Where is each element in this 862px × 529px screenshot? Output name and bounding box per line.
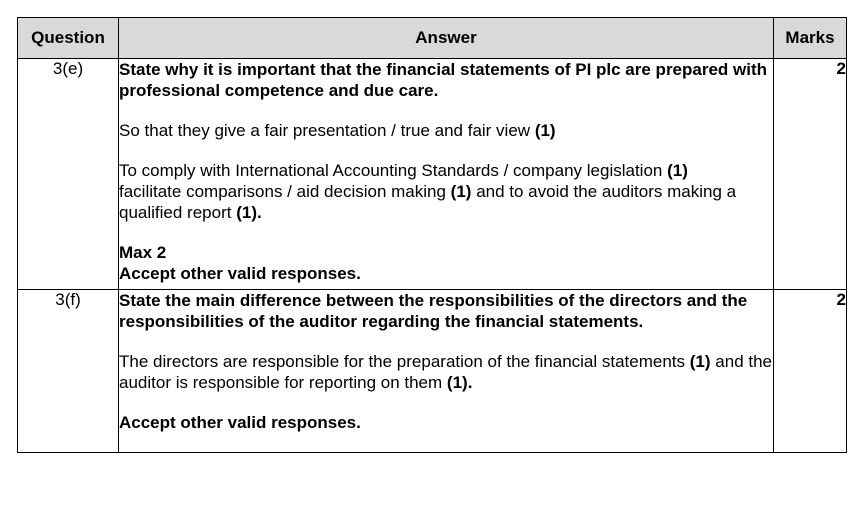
accept-note: Accept other valid responses.: [119, 264, 361, 283]
mark-allocation: (1).: [236, 203, 262, 222]
question-number: 3(e): [18, 59, 119, 290]
question-number: 3(f): [18, 290, 119, 453]
answer-text: and to avoid the auditors making a qualified report: [119, 182, 737, 222]
mark-allocation: (1): [450, 182, 472, 201]
table-row: [18, 290, 847, 453]
mark-allocation: (1): [667, 161, 688, 180]
answer-text: To comply with International Accounting Standards / company legislation: [119, 161, 663, 180]
question-prompt: State why it is important that the financial statements of PI plc are prepared with professional competence and due care.: [119, 60, 768, 100]
mark-scheme-table: [17, 17, 847, 453]
question-prompt: State the main difference between the responsibilities of the directors and the responsibilities of the auditor regarding the financial statements.: [119, 291, 748, 331]
max-marks-note: Max 2: [119, 243, 167, 262]
answer-text: and the auditor is responsible for reporting on them: [119, 352, 773, 392]
header-row: [18, 18, 847, 59]
answer-cell: [119, 290, 774, 453]
answer-text: The directors are responsible for the preparation of the financial statements: [119, 352, 686, 371]
answer-text: So that they give a fair presentation / true and fair view: [119, 121, 531, 140]
header-answer: Answer: [119, 18, 774, 59]
answer-point: [119, 351, 773, 393]
accept-note: Accept other valid responses.: [119, 413, 361, 432]
answer-point: [119, 160, 773, 223]
header-marks: Marks: [774, 18, 847, 59]
mark-allocation: (1): [534, 121, 556, 140]
table-row: [18, 59, 847, 290]
guidance-note: [119, 242, 773, 284]
marks-value: 2: [774, 59, 847, 290]
mark-allocation: (1): [689, 352, 711, 371]
answer-cell: [119, 59, 774, 290]
mark-allocation: (1).: [446, 373, 473, 392]
header-question: Question: [18, 18, 119, 59]
answer-point: [119, 120, 773, 141]
answer-text: facilitate comparisons / aid decision making: [119, 182, 446, 201]
marks-value: 2: [774, 290, 847, 453]
